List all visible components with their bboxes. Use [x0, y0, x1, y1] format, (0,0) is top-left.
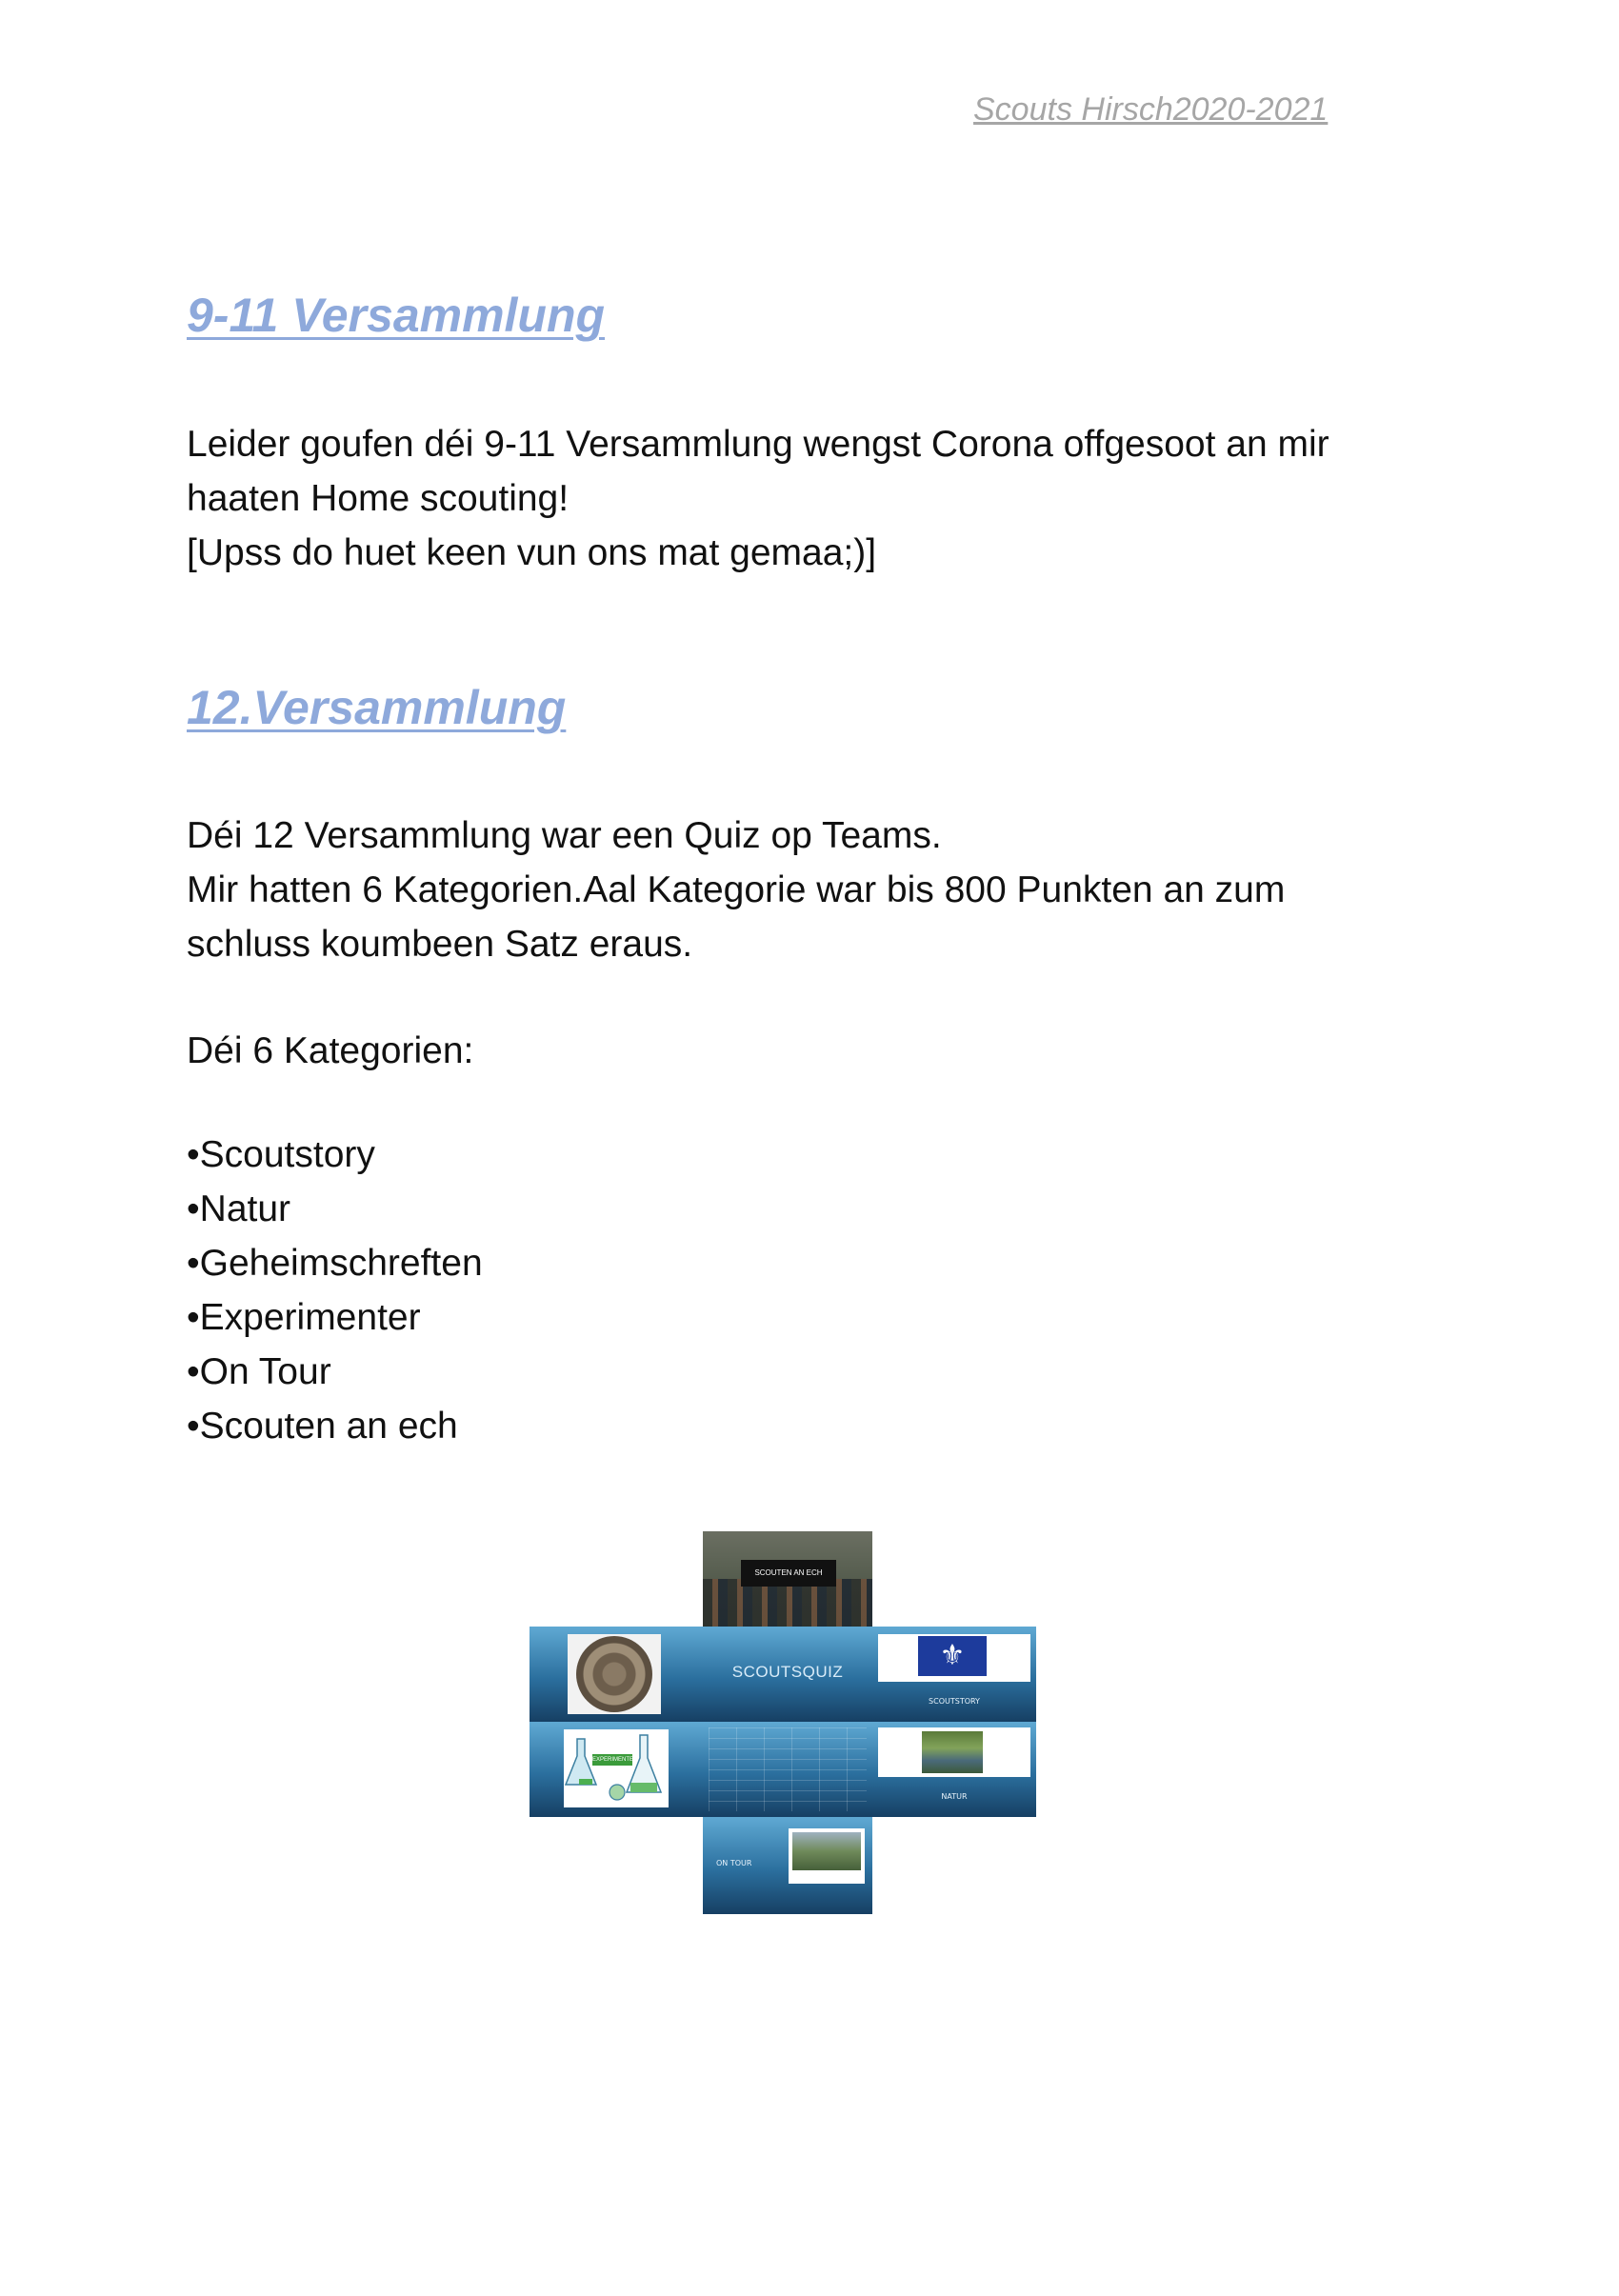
tile-label: ON TOUR [716, 1859, 752, 1867]
paragraph-line: Mir hatten 6 Kategorien.Aal Kategorie war bis 800 Punkten an zum [187, 869, 1286, 910]
tile-experimenter [530, 1722, 703, 1817]
list-item: •Scoutstory [187, 1134, 375, 1175]
list-item: •Geheimschreften [187, 1243, 483, 1284]
tile-on-tour [703, 1817, 872, 1914]
experimenter-label: EXPERIMENTER [592, 1754, 632, 1766]
tile-label: SCOUTSTORY [929, 1697, 980, 1706]
fleur-de-lis-icon: ⚜ [918, 1636, 987, 1676]
quiz-collage-image [530, 1531, 1036, 1914]
list-item: •Natur [187, 1188, 291, 1229]
tile-scouten-an-ech [703, 1531, 872, 1627]
paragraph-line: schluss koumbeen Satz eraus. [187, 924, 693, 965]
category-list-intro: Déi 6 Kategorien: [187, 1030, 474, 1071]
flask-icon [564, 1729, 669, 1807]
tile-title [703, 1627, 872, 1722]
quiz-title: SCOUTSQUIZ [731, 1663, 844, 1681]
tile-geheimschreften [530, 1627, 703, 1722]
nature-photo [922, 1731, 983, 1773]
section-12-paragraph [187, 809, 1285, 971]
tour-photo [789, 1828, 865, 1884]
paragraph-line: Leider goufen déi 9-11 Versammlung wengst Corona offgesoot an mir [187, 424, 1329, 465]
tile-label: SCOUTEN AN ECH [741, 1560, 836, 1587]
list-item: •Scouten an ech [187, 1406, 458, 1447]
tile-scoutstory [872, 1627, 1036, 1722]
tile-natur [872, 1722, 1036, 1817]
lab-flasks-image [564, 1729, 669, 1807]
section-heading-9-11: 9-11 Versammlung [187, 289, 606, 342]
page-header: Scouts Hirsch2020-2021 [973, 91, 1329, 128]
section-heading-12: 12.Versammlung [187, 681, 567, 734]
tile-score-table [703, 1722, 872, 1817]
section-9-11-paragraph [187, 417, 1329, 580]
list-item: •On Tour [187, 1351, 331, 1392]
paragraph-line: haaten Home scouting! [187, 478, 570, 519]
cipher-disc-image [568, 1634, 661, 1714]
category-list [187, 1128, 483, 1453]
tile-label: NATUR [941, 1792, 968, 1801]
paragraph-line: Déi 12 Versammlung war een Quiz op Teams. [187, 815, 942, 856]
score-grid [709, 1727, 867, 1811]
paragraph-line: [Upss do huet keen vun ons mat gemaa;)] [187, 532, 877, 573]
list-item: •Experimenter [187, 1297, 421, 1338]
